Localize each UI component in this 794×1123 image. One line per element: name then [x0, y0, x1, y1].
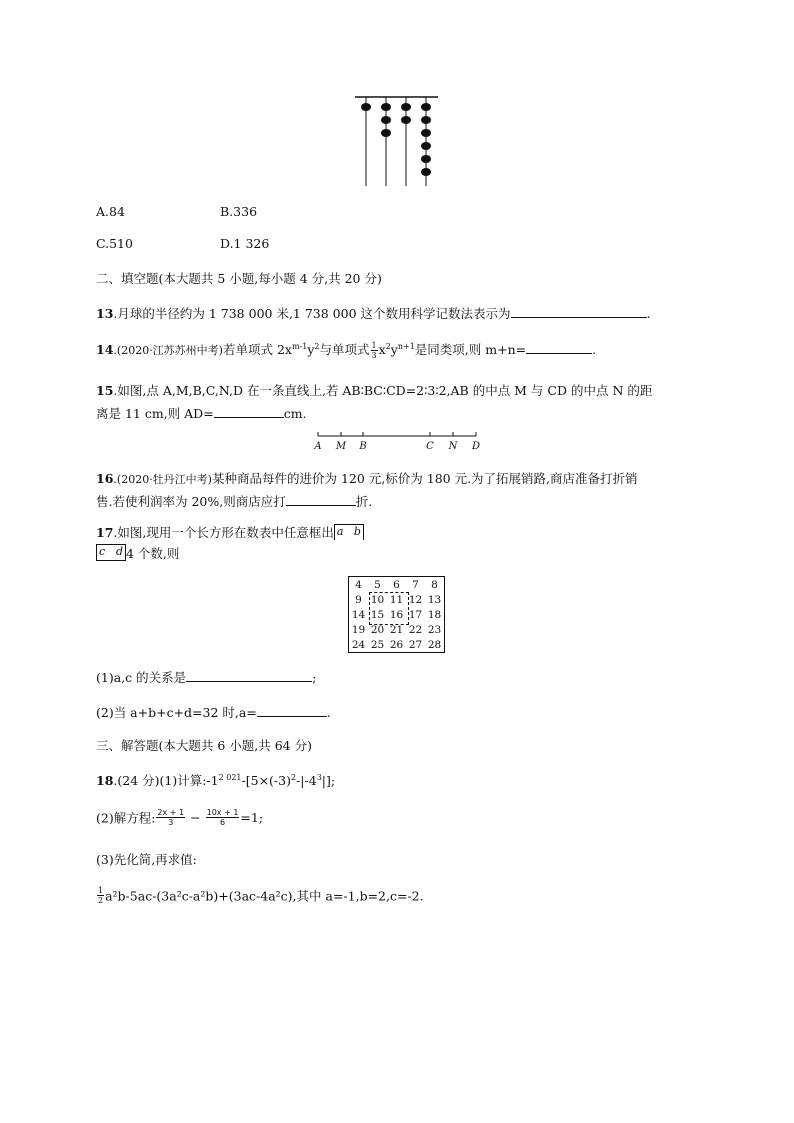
- q18-exp: 2 021: [218, 772, 242, 782]
- question-number: 17: [96, 525, 114, 540]
- q18-text: -[5×(-3): [241, 773, 291, 788]
- abacus-figure: [350, 92, 442, 188]
- table-cell: 27: [408, 638, 423, 651]
- q18-text: |];: [321, 773, 336, 788]
- table-cell: 17: [408, 608, 423, 621]
- table-cell: 28: [427, 638, 442, 651]
- abacus-bead: [421, 129, 431, 137]
- question-15: [96, 381, 652, 399]
- q14-text: y: [390, 342, 398, 357]
- q17-sub2-end: .: [326, 705, 331, 720]
- q14-source: .(2020·江苏苏州中考): [113, 344, 223, 357]
- q14-fraction: $\frac{1}{3}$: [371, 341, 377, 360]
- question-13: [96, 304, 651, 322]
- q14-text: x: [378, 342, 386, 357]
- q15-text: 离是 11 cm,则 AD=: [96, 406, 214, 421]
- option-a: A.84: [96, 204, 125, 219]
- abacus-bead: [421, 116, 431, 124]
- q18-part2-text: (2)解方程:: [96, 810, 156, 826]
- q17-sub2-blank[interactable]: [257, 704, 327, 717]
- question-14: [96, 340, 596, 360]
- point-label-m: M: [335, 441, 347, 452]
- q17-sub1-text: (1)a,c 的关系是: [96, 670, 187, 685]
- table-cell: 11: [389, 593, 404, 606]
- box-top: a b: [334, 524, 364, 540]
- question-number: 14: [96, 342, 114, 357]
- table-cell: 15: [370, 608, 385, 621]
- question-number: 16: [96, 471, 114, 486]
- point-label-a: A: [314, 441, 322, 452]
- q14-exp: n+1: [397, 341, 415, 351]
- q18-minus: −: [190, 810, 201, 825]
- box-bottom: c d: [96, 544, 126, 561]
- q17-sub2: [96, 703, 331, 721]
- question-17-line2: [96, 544, 179, 562]
- abacus-bead: [421, 168, 431, 176]
- number-table: [348, 576, 445, 653]
- q14-text: y: [307, 342, 315, 357]
- q14-text: 与单项式: [319, 342, 370, 357]
- q18-fraction-1: $\frac{2x + 1}{3}$: [157, 808, 185, 827]
- q14-end: .: [592, 342, 597, 357]
- q18-expr-fraction: $\frac{1}{2}$: [98, 886, 104, 905]
- table-cell: 26: [389, 638, 404, 651]
- question-18: [96, 771, 335, 789]
- q15-text: .如图,点 A,M,B,C,N,D 在一条直线上,若 AB∶BC∶CD=2∶3∶2,AB 的中点 M 与 CD 的中点 N 的距: [113, 383, 653, 398]
- abacus-bead: [401, 103, 411, 111]
- q18-part2-end: =1;: [240, 810, 264, 825]
- table-cell: 9: [355, 593, 362, 606]
- table-cell: 23: [427, 623, 442, 636]
- q17-sub1-blank[interactable]: [186, 669, 312, 682]
- table-cell: 22: [408, 623, 423, 636]
- q18-fraction-2: $\frac{10x + 1}{6}$: [206, 808, 239, 827]
- selection-frame: [369, 592, 409, 625]
- abacus-bead: [381, 116, 391, 124]
- q17-sub1-end: ;: [312, 670, 317, 685]
- point-label-b: B: [359, 441, 367, 452]
- q16-blank[interactable]: [286, 493, 356, 506]
- q18-text: -|-4: [296, 773, 317, 788]
- abacus-bead: [361, 103, 371, 111]
- q13-blank[interactable]: [511, 305, 647, 318]
- table-row: [349, 577, 445, 593]
- q14-exp: 2: [314, 341, 320, 351]
- option-b: B.336: [220, 204, 258, 219]
- q16-text: 某种商品每件的进价为 120 元,标价为 180 元.为了拓展销路,商店准备打折销: [211, 471, 638, 486]
- table-cell: 25: [370, 638, 385, 651]
- q18-part2: [96, 808, 263, 827]
- point-label-c: C: [426, 441, 434, 452]
- q14-exp: 2: [385, 341, 391, 351]
- question-number: 15: [96, 383, 114, 398]
- q17-sub1: [96, 668, 316, 686]
- table-cell: 24: [351, 638, 366, 651]
- table-cell: 20: [370, 623, 385, 636]
- q18-expr-text: a²b-5ac-(3a²c-a²b)+(3ac-4a²c),其中 a=-1,b=2,c=-2.: [105, 888, 424, 904]
- table-cell: 14: [351, 608, 366, 621]
- table-cell: 12: [408, 593, 423, 606]
- number-line-figure: [310, 430, 485, 454]
- question-number: 18: [96, 773, 114, 788]
- q13-end: .: [646, 306, 651, 321]
- q17-text: .如图,现用一个长方形在数表中任意框出: [113, 525, 334, 540]
- q14-exp: m-1: [291, 341, 308, 351]
- table-cell: 5: [374, 578, 381, 591]
- q17-text: 4 个数,则: [126, 546, 180, 561]
- point-label-n: N: [448, 441, 458, 452]
- table-cell: 21: [389, 623, 404, 636]
- abacus-bead: [381, 103, 391, 111]
- point-label-d: D: [471, 441, 481, 452]
- question-16: [96, 469, 638, 487]
- q13-text: .月球的半径约为 1 738 000 米,1 738 000 这个数用科学记数法表示为: [113, 306, 511, 321]
- table-cell: 8: [431, 578, 438, 591]
- question-number: 13: [96, 306, 114, 321]
- q18-part3: (3)先化简,再求值:: [96, 852, 197, 867]
- q18-text: .(24 分)(1)计算:-1: [113, 773, 219, 788]
- abacus-bead: [421, 155, 431, 163]
- table-cell: 7: [412, 578, 419, 591]
- table-cell: 16: [389, 608, 404, 621]
- abacus-bead: [401, 116, 411, 124]
- q14-text: 是同类项,则 m+n=: [414, 342, 527, 357]
- table-cell: 10: [370, 593, 385, 606]
- q18-expression: [96, 886, 424, 905]
- q18-exp: 3: [316, 772, 322, 782]
- table-row: [349, 637, 445, 653]
- q15-unit: cm.: [283, 406, 307, 421]
- section2-title: 二、填空题(本大题共 5 小题,每小题 4 分,共 20 分): [96, 271, 382, 286]
- question-16-line2: [96, 492, 372, 510]
- q14-blank[interactable]: [526, 341, 592, 354]
- abacus-bead: [381, 129, 391, 137]
- q16-text: 售.若使利润率为 20%,则商店应打: [96, 494, 286, 509]
- option-d: D.1 326: [220, 236, 270, 251]
- option-c: C.510: [96, 236, 133, 251]
- q14-text: 若单项式 2x: [222, 342, 292, 357]
- table-cell: 13: [427, 593, 442, 606]
- abacus-bead: [421, 142, 431, 150]
- q16-end: 折.: [355, 494, 373, 509]
- q15-blank[interactable]: [214, 405, 284, 418]
- q16-source: .(2020·牡丹江中考): [113, 473, 212, 486]
- abacus-bead: [421, 103, 431, 111]
- section3-title: 三、解答题(本大题共 6 小题,共 64 分): [96, 738, 312, 753]
- question-15-line2: [96, 404, 307, 422]
- q17-sub2-text: (2)当 a+b+c+d=32 时,a=: [96, 705, 257, 720]
- table-cell: 6: [393, 578, 400, 591]
- table-cell: 4: [355, 578, 362, 591]
- question-17: [96, 523, 364, 541]
- table-cell: 19: [351, 623, 366, 636]
- table-cell: 18: [427, 608, 442, 621]
- q18-exp: 2: [290, 772, 297, 782]
